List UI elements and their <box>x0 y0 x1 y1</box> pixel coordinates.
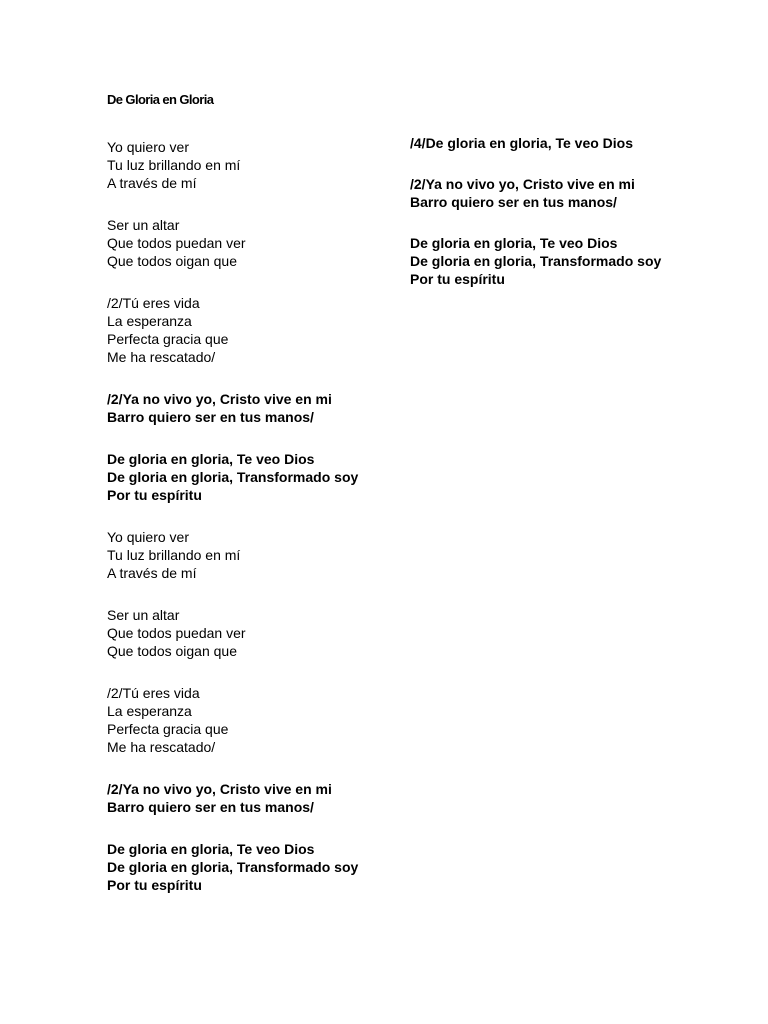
lyric-line: /2/Ya no vivo yo, Cristo vive en mi <box>107 391 332 407</box>
stanza <box>107 780 407 816</box>
song-title: De Gloria en Gloria <box>107 92 214 107</box>
stanza <box>107 216 407 270</box>
lyric-line: De gloria en gloria, Transformado soy <box>107 859 359 875</box>
lyric-line: Por tu espíritu <box>107 487 202 503</box>
stanza <box>107 684 407 756</box>
lyric-line: Ser un altar <box>107 607 180 623</box>
lyric-line: Por tu espíritu <box>107 877 202 893</box>
stanza <box>107 840 407 894</box>
stanza <box>410 134 740 152</box>
right-column <box>410 134 740 311</box>
lyric-line: /2/Ya no vivo yo, Cristo vive en mi <box>107 781 332 797</box>
lyric-line: La esperanza <box>107 703 192 719</box>
lyric-line: La esperanza <box>107 313 192 329</box>
lyric-line: De gloria en gloria, Te veo Dios <box>107 451 315 467</box>
stanza <box>107 528 407 582</box>
lyric-line: Yo quiero ver <box>107 139 189 155</box>
lyric-line: Tu luz brillando en mí <box>107 547 241 563</box>
lyric-line: Ser un altar <box>107 217 180 233</box>
lyric-line: Me ha rescatado/ <box>107 349 216 365</box>
lyric-line: Yo quiero ver <box>107 529 189 545</box>
lyric-line: De gloria en gloria, Te veo Dios <box>410 235 618 251</box>
lyric-line: Perfecta gracia que <box>107 721 229 737</box>
lyric-line: De gloria en gloria, Transformado soy <box>410 253 662 269</box>
left-column <box>107 138 407 918</box>
lyric-line: /4/De gloria en gloria, Te veo Dios <box>410 135 634 151</box>
stanza <box>410 234 740 288</box>
lyric-line: Me ha rescatado/ <box>107 739 216 755</box>
lyric-line: Barro quiero ser en tus manos/ <box>107 409 314 425</box>
lyric-line: A través de mí <box>107 565 197 581</box>
stanza <box>107 138 407 192</box>
lyric-line: Que todos oigan que <box>107 643 237 659</box>
lyric-line: Barro quiero ser en tus manos/ <box>410 194 617 210</box>
lyric-line: Barro quiero ser en tus manos/ <box>107 799 314 815</box>
lyric-line: Por tu espíritu <box>410 271 505 287</box>
lyric-line: Que todos puedan ver <box>107 235 246 251</box>
stanza <box>410 175 740 211</box>
lyric-line: A través de mí <box>107 175 197 191</box>
lyric-line: /2/Tú eres vida <box>107 295 200 311</box>
lyric-line: Que todos oigan que <box>107 253 237 269</box>
lyric-line: Que todos puedan ver <box>107 625 246 641</box>
lyric-line: /2/Tú eres vida <box>107 685 200 701</box>
stanza <box>107 294 407 366</box>
lyric-line: De gloria en gloria, Transformado soy <box>107 469 359 485</box>
lyric-line: De gloria en gloria, Te veo Dios <box>107 841 315 857</box>
lyric-line: Tu luz brillando en mí <box>107 157 241 173</box>
lyric-line: Perfecta gracia que <box>107 331 229 347</box>
stanza <box>107 390 407 426</box>
stanza <box>107 606 407 660</box>
lyric-line: /2/Ya no vivo yo, Cristo vive en mi <box>410 176 635 192</box>
stanza <box>107 450 407 504</box>
